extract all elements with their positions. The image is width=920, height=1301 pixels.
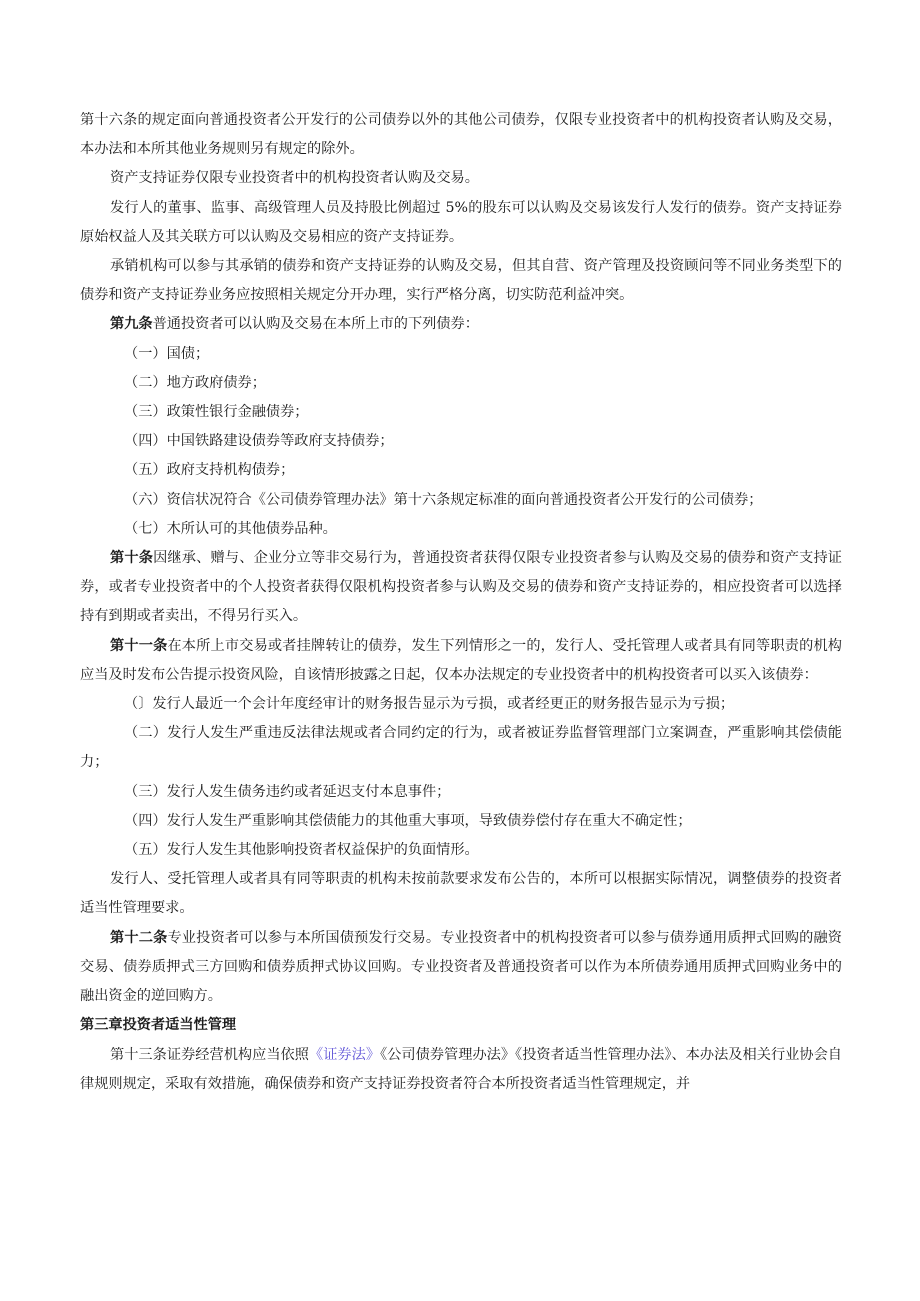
article-11-item-1: （〕发行人最近一个会计年度经审计的财务报告显示为亏损，或者经更正的财务报告显示为亏损； xyxy=(124,696,735,713)
paragraph-2: 资产支持证券仅限专业投资者中的机构投资者认购及交易。 xyxy=(110,170,479,187)
article-9-text: 普通投资者可以认购及交易在本所上市的下列债券： xyxy=(152,316,479,333)
article-11-label: 第十一条 xyxy=(110,637,168,654)
paragraph-1: 第十六条的规定面向普通投资者公开发行的公司债券以外的其他公司债券，仅限专业投资者中的机构投资者认购及交易，本办法和本所其他业务规则另有规定的除外。 xyxy=(80,112,842,158)
article-13-text: 《公司债券管理办法》《投资者适当性管理办法》、本办法及相关行业协会自律规则规定，采取有效措施，确保债券和资产支持证券投资者符合本所投资者适当性管理规定，并 xyxy=(80,1046,842,1092)
article-11-closing: 发行人、受托管理人或者具有同等职责的机构未按前款要求发布公告的，本所可以根据实际情况，调整债券的投资者适当性管理要求。 xyxy=(80,871,842,917)
article-11 xyxy=(80,632,842,690)
article-13-lead: 第十三条证券经营机构应当依照 xyxy=(110,1046,309,1063)
article-9-item-2: （二）地方政府债券； xyxy=(124,374,266,391)
securities-law-link[interactable]: 《证券法》 xyxy=(308,1046,381,1063)
article-10 xyxy=(80,544,842,632)
article-13 xyxy=(80,1041,842,1099)
article-9-label: 第九条 xyxy=(110,316,153,333)
article-10-label: 第十条 xyxy=(110,550,154,567)
document-page xyxy=(80,106,842,1099)
article-12-label: 第十二条 xyxy=(110,929,168,946)
article-10-text: 因继承、赠与、企业分立等非交易行为，普通投资者获得仅限专业投资者参与认购及交易的债券和资产支持证券，或者专业投资者中的个人投资者获得仅限机构投资者参与认购及交易的债券和资产支持证券的，相应投资者可以选择持有到期或者卖出，不得另行买入。 xyxy=(80,550,842,625)
article-9-item-7: （七）木所认可的其他债券品种。 xyxy=(124,520,337,537)
article-9-item-5: （五）政府支持机构债券； xyxy=(124,462,295,479)
article-12 xyxy=(80,924,842,1012)
article-9-item-1: （一）国债； xyxy=(124,345,210,362)
paragraph-4: 承销机构可以参与其承销的债券和资产支持证券的认购及交易，但其自营、资产管理及投资顾问等不同业务类型下的债券和资产支持证券业务应按照相关规定分开办理，实行严格分离，切实防范利益冲突。 xyxy=(80,258,842,304)
article-12-text: 专业投资者可以参与本所国债预发行交易。专业投资者中的机构投资者可以参与债券通用质押式回购的融资交易、债券质押式三方回购和债券质押式协议回购。专业投资者及普通投资者可以作为本所债券通用质押式回购业务中的融出资金的逆回购方。 xyxy=(80,929,842,1005)
article-11-item-4: （四）发行人发生严重影响其偿债能力的其他重大事项，导致债券偿付存在重大不确定性； xyxy=(124,812,692,829)
chapter-3-heading: 第三章投资者适当性管理 xyxy=(80,1017,237,1034)
article-11-item-5: （五）发行人发生其他影响投资者权益保护的负面情形。 xyxy=(124,842,479,859)
article-11-item-2: （二）发行人发生严重违反法律法规或者合同约定的行为，或者被证券监督管理部门立案调查，严重影响其偿债能力； xyxy=(80,725,842,771)
article-11-text: 在本所上市交易或者挂牌转让的债券，发生下列情形之一的，发行人、受托管理人或者具有同等职责的机构应当及时发布公告提示投资风险，自该情形披露之日起，仅本办法规定的专业投资者中的机构投资者可以买入该债券： xyxy=(80,637,842,683)
article-9-item-6: （六）资信状况符合《公司债券管理办法》第十六条规定标准的面向普通投资者公开发行的公司债券； xyxy=(124,491,763,508)
paragraph-3: 发行人的董事、监事、高级管理人员及持股比例超过 5%的股东可以认购及交易该发行人发行的债券。资产支持证券原始权益人及其关联方可以认购及交易相应的资产支持证券。 xyxy=(80,199,842,245)
article-9 xyxy=(80,310,842,339)
article-9-item-4: （四）中国铁路建设债券等政府支持债券； xyxy=(124,433,394,450)
article-11-item-3: （三）发行人发生债务违约或者延迟支付本息事件； xyxy=(124,783,451,800)
article-9-item-3: （三）政策性银行金融债券； xyxy=(124,404,309,421)
